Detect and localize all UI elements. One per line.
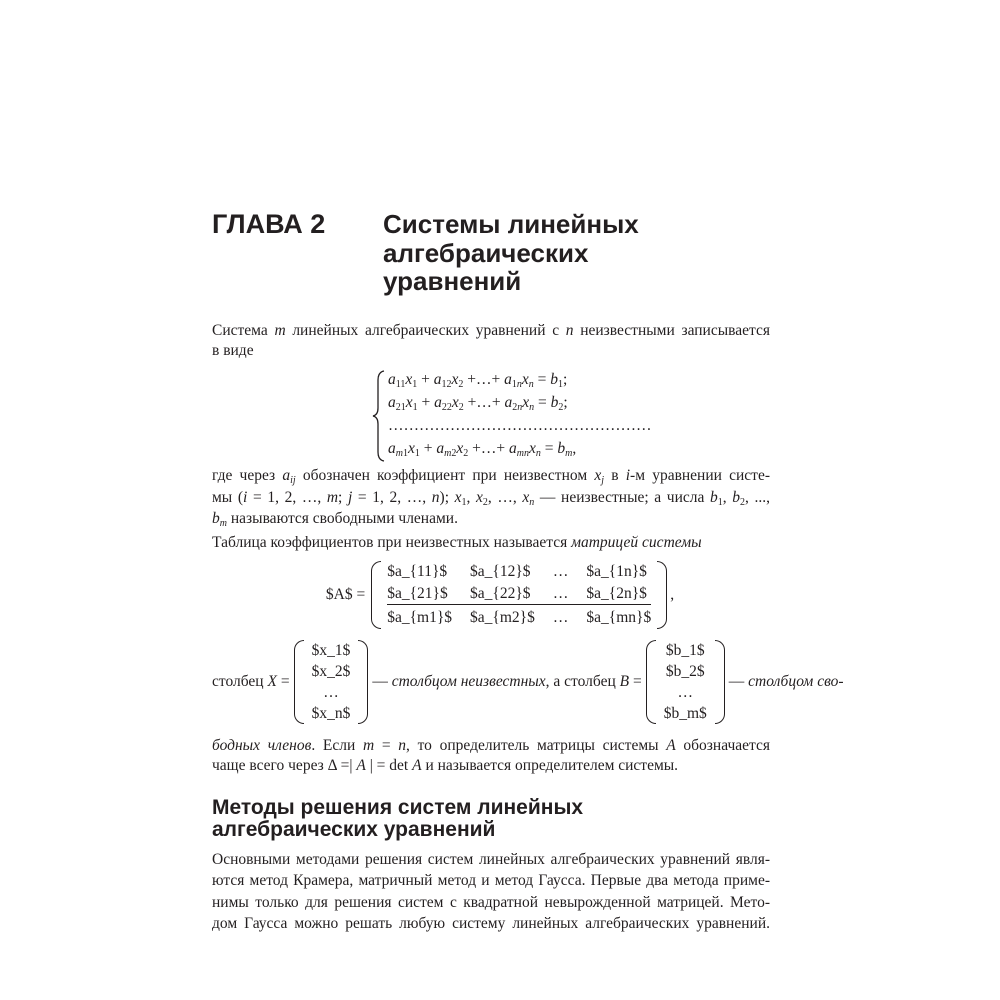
equation-row: $a_{m1}x_1 + a_{m2}x_2$ +…+ $a_{mn}x_n = b_m$, xyxy=(388,440,577,459)
vector-b-left-paren xyxy=(646,640,656,724)
chapter-title-line: уравнений xyxy=(383,266,522,296)
vector-entry: $x_1$ xyxy=(311,642,351,659)
matrix-cell: … xyxy=(552,585,569,602)
vector-b-right-paren xyxy=(715,640,725,724)
chapter-label: ГЛАВА 2 xyxy=(212,209,326,239)
text-line: мы (i = 1, 2, …, m; j = 1, 2, …, n); $x_1$, $x_2$, …, $x_n$ — неизвестные; а числа $b_1$, $b_2$, ..., xyxy=(212,489,771,508)
vector-entry: $x_n$ xyxy=(311,705,351,722)
column-vectors-line xyxy=(212,640,844,724)
vector-x xyxy=(308,640,355,724)
matrix-lhs: $A$ = xyxy=(325,586,366,603)
text-line: Таблица коэффициентов при неизвестных называется матрицей системы xyxy=(212,534,702,551)
vector-x-left-paren xyxy=(294,640,304,724)
matrix-cell: $a_{11}$ xyxy=(387,563,448,580)
system-brace xyxy=(372,370,386,462)
equation-ellipsis-row: …………………………………………… xyxy=(388,417,652,434)
equation-row: $a_{21}x_1 + a_{22}x_2$ +…+ $a_{2n}x_n = b_2$; xyxy=(388,394,568,413)
matrix-cell: $a_{1n}$ xyxy=(586,563,647,580)
text-line: дом Гаусса можно решать любую систему линейных алгебраических уравнений. xyxy=(212,915,770,932)
matrix-cell: $a_{m2}$ xyxy=(470,609,535,626)
vector-x-right-paren xyxy=(358,640,368,724)
section-heading-line: Методы решения систем линейных xyxy=(212,796,584,819)
matrix-divider xyxy=(387,604,651,605)
matrix-left-paren xyxy=(371,561,381,629)
matrix-cell: $a_{21}$ xyxy=(387,585,448,602)
vector-entry: $b_m$ xyxy=(663,705,707,722)
matrix-cell: … xyxy=(552,563,569,580)
matrix-a xyxy=(381,561,657,629)
text-line: где через $a_{ij}$ обозначен коэффициент при неизвестном $x_j$ в i-м уравнении систе- xyxy=(212,467,771,486)
matrix-cell: $a_{mn}$ xyxy=(586,609,652,626)
text-line: в виде xyxy=(212,342,254,359)
chapter-title-line: Системы линейных xyxy=(383,209,639,239)
text-line: нимы только для решения систем с квадратной невырожденной матрицей. Мето- xyxy=(212,894,770,911)
matrix-cell: $a_{12}$ xyxy=(470,563,531,580)
chapter-title-line: алгебраических xyxy=(383,237,589,268)
text-line: ются метод Крамера, матричный метод и метод Гаусса. Первые два метода приме- xyxy=(212,872,770,889)
vector-entry: $b_2$ xyxy=(665,663,705,680)
column-mid-text: — столбцом неизвестных, а столбец B = xyxy=(372,673,642,690)
matrix-cell: … xyxy=(552,609,569,626)
text-line: Система m линейных алгебраических уравнений с n неизвестными записывается xyxy=(212,322,770,339)
equation-row: $a_{11}x_1 + a_{12}x_2$ +…+ $a_{1n}x_n = b_1$; xyxy=(388,371,568,390)
matrix-trailing-comma: , xyxy=(670,586,675,603)
equation-system xyxy=(388,370,652,462)
matrix-cell: $a_{m1}$ xyxy=(387,609,453,626)
matrix-cell: $a_{22}$ xyxy=(470,585,531,602)
text-line: Основными методами решения систем линейных алгебраических уравнений явля- xyxy=(212,851,770,868)
matrix-right-paren xyxy=(657,561,667,629)
vector-entry: $x_2$ xyxy=(311,663,351,680)
column-tail-text: — столбцом сво- xyxy=(728,673,844,690)
matrix-cell: $a_{2n}$ xyxy=(586,585,647,602)
section-heading-line: алгебраических уравнений xyxy=(212,818,496,841)
text-line: $b_m$ называются свободными членами. xyxy=(212,510,458,529)
vector-entry: $b_1$ xyxy=(665,642,705,659)
vector-entry: … xyxy=(323,684,339,701)
section-heading xyxy=(212,797,583,841)
matrix-equation xyxy=(0,561,1000,629)
chapter-title xyxy=(383,210,639,296)
text-line: чаще всего через Δ =| A | = det A и называется определителем системы. xyxy=(212,757,679,774)
column-lead-text: столбец X = xyxy=(212,673,290,690)
vector-b xyxy=(660,640,711,724)
text-line: бодных членов. Если m = n, то определитель матрицы системы A обозначается xyxy=(212,737,770,754)
vector-entry: … xyxy=(677,684,693,701)
